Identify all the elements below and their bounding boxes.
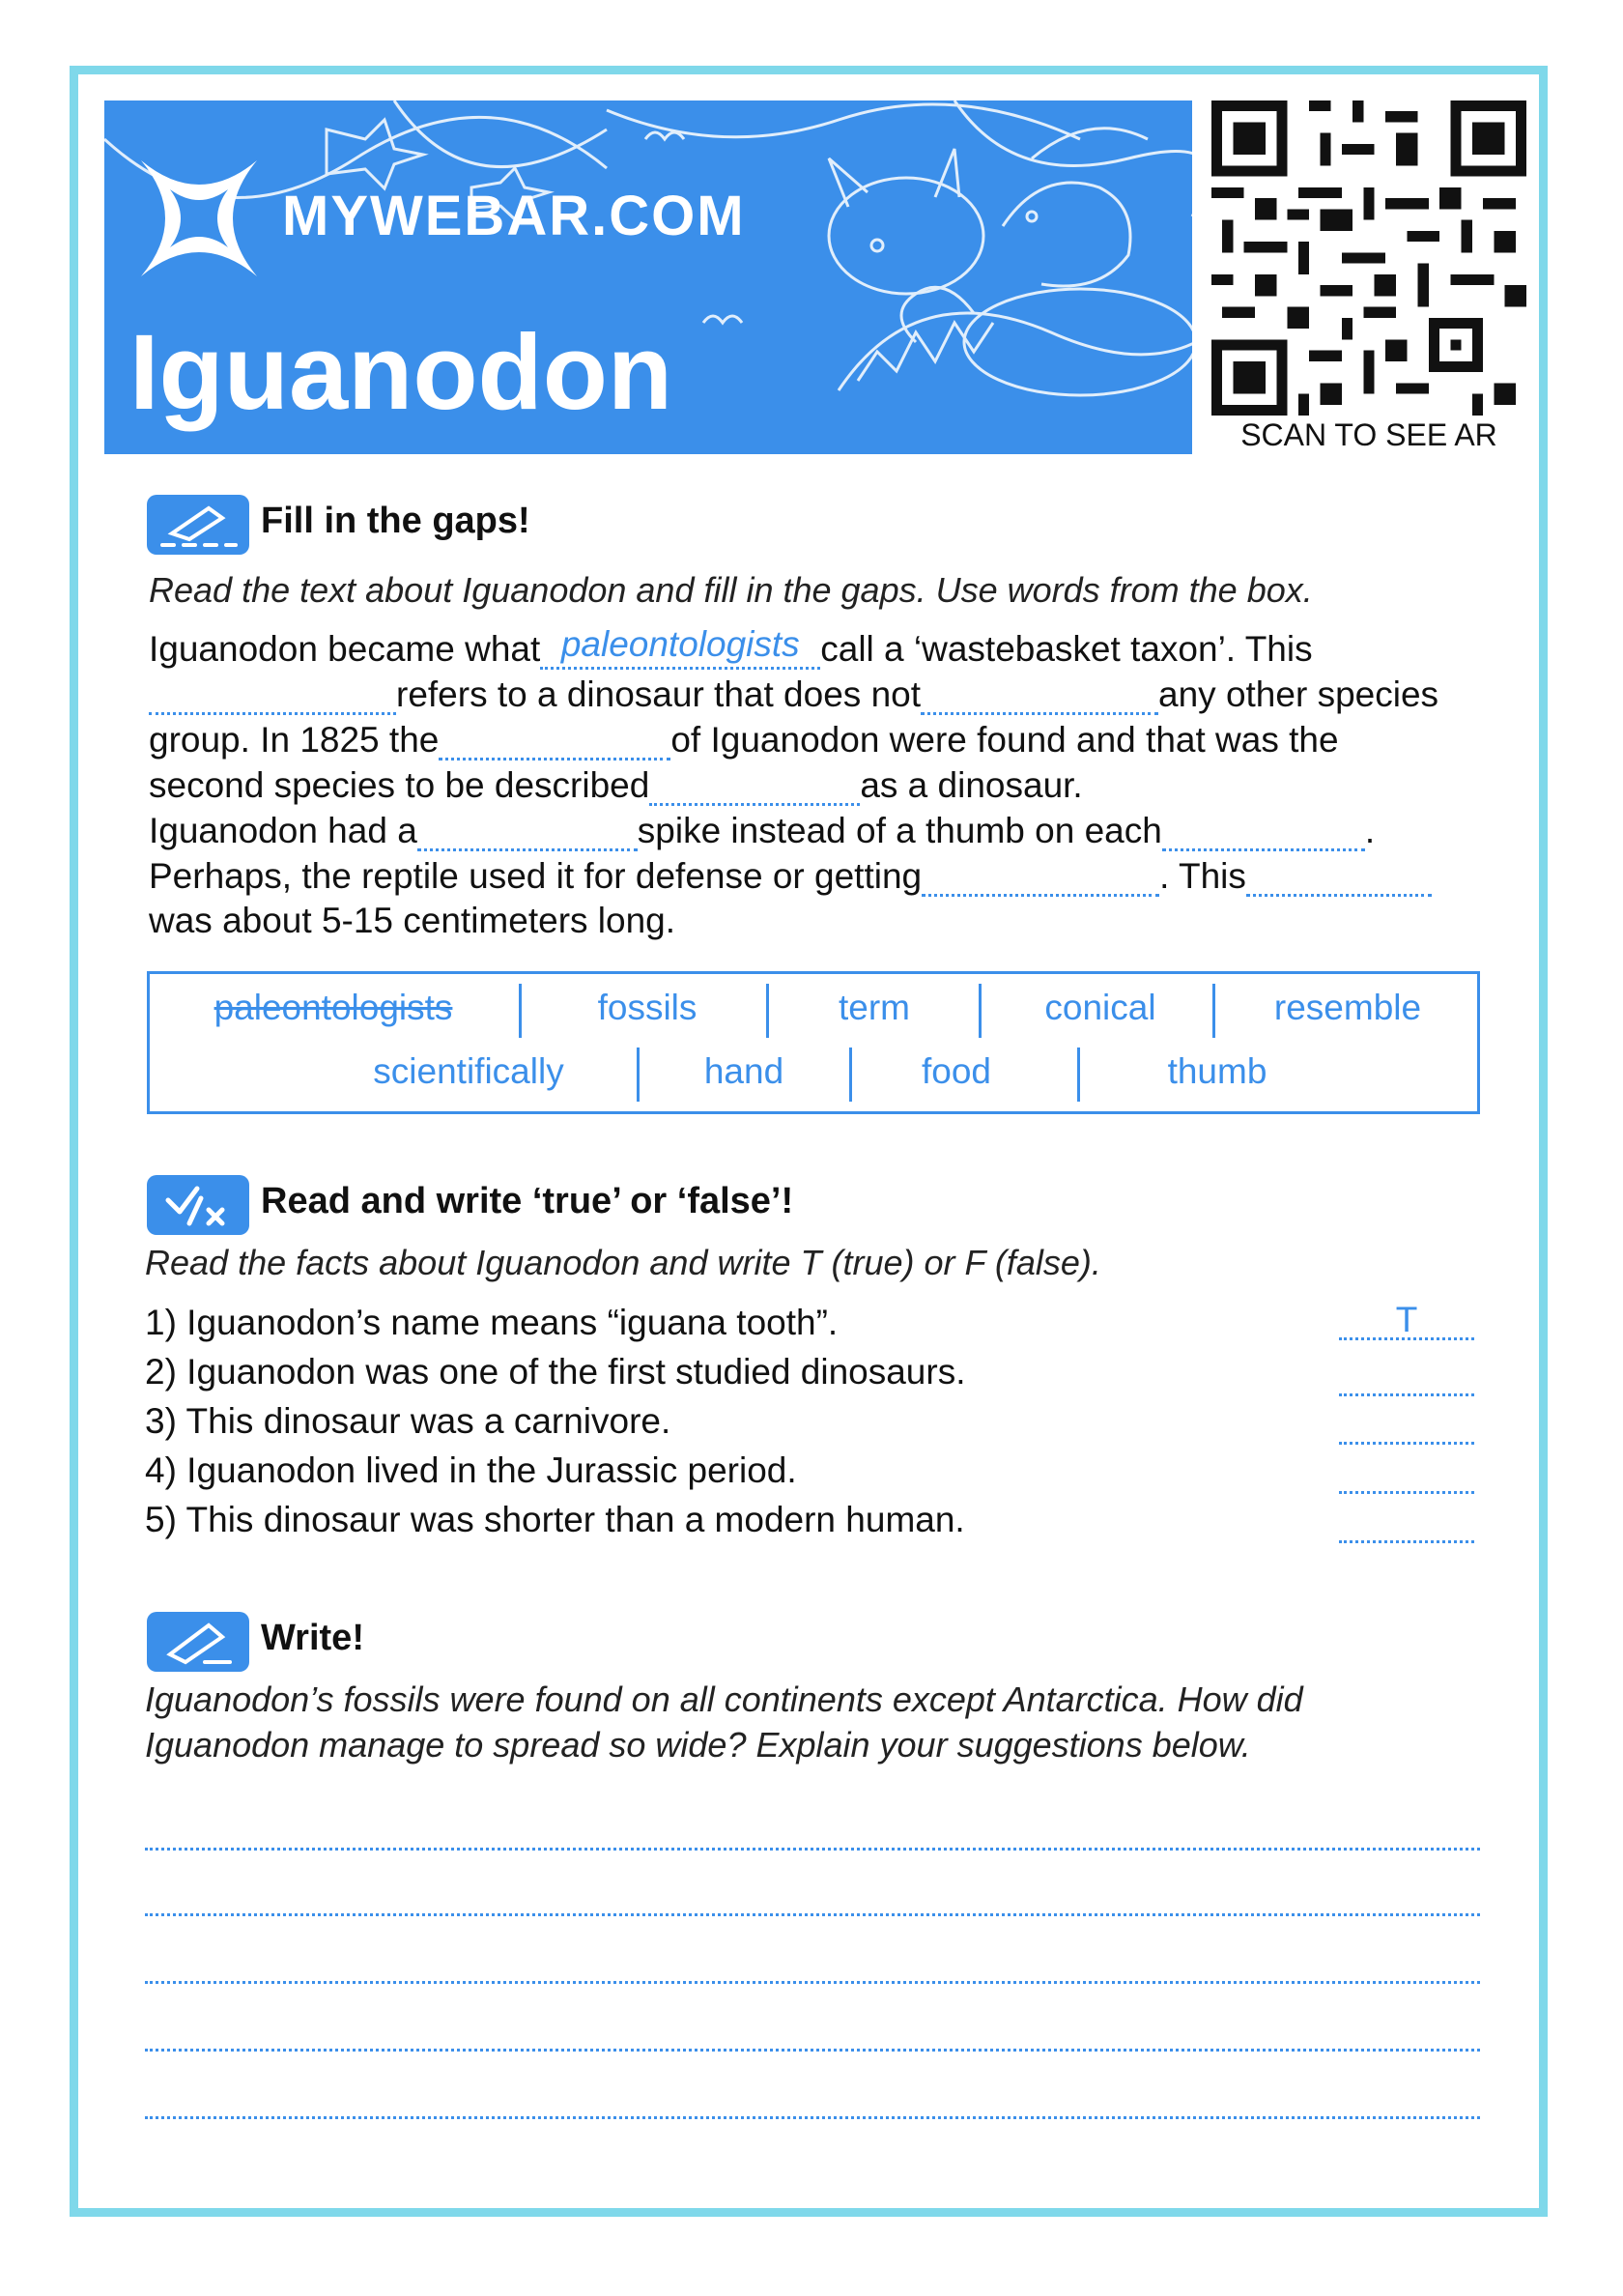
mywebar-logo-icon <box>131 151 267 286</box>
writing-line[interactable] <box>145 1913 1480 1916</box>
section2-title: Read and write ‘true’ or ‘false’! <box>261 1181 794 1221</box>
word-divider <box>766 984 769 1038</box>
pencil-gap-icon <box>147 495 249 555</box>
word-divider <box>1212 984 1215 1038</box>
gap-blank-1[interactable] <box>540 624 820 670</box>
word-option[interactable]: scientifically <box>373 1051 564 1091</box>
text-segment: refers to a dinosaur that does not <box>396 674 922 714</box>
statement-5: 5) This dinosaur was shorter than a modern human. <box>145 1500 965 1539</box>
text-segment: Perhaps, the reptile used it for defense or getting <box>149 856 923 896</box>
text-segment: spike instead of a thumb on each <box>637 811 1162 850</box>
text-segment: call a ‘wastebasket taxon’. This <box>820 629 1313 669</box>
writing-line[interactable] <box>145 2116 1480 2119</box>
writing-line[interactable] <box>145 2049 1480 2052</box>
word-divider <box>979 984 982 1038</box>
writing-line[interactable] <box>145 1848 1480 1851</box>
word-option[interactable]: hand <box>703 1051 784 1091</box>
text-segment: Iguanodon became what <box>149 629 541 669</box>
text-segment: as a dinosaur. <box>860 765 1083 805</box>
gap-blank-6[interactable] <box>417 810 638 851</box>
word-divider <box>1077 1048 1080 1102</box>
section1-instruction: Read the text about Iguanodon and fill in the gaps. Use words from the box. <box>149 570 1313 610</box>
text-segment: any other species <box>1158 674 1439 714</box>
page-title: Iguanodon <box>129 313 673 432</box>
section3-title: Write! <box>261 1618 364 1658</box>
answer-blank-4[interactable] <box>1339 1456 1474 1494</box>
answer-blank-1[interactable]: T <box>1339 1303 1474 1340</box>
text-segment: . <box>1364 811 1376 850</box>
word-option[interactable]: food <box>921 1051 991 1091</box>
qr-caption: SCAN TO SEE AR <box>1240 417 1497 452</box>
gap-answer: paleontologists <box>560 624 800 664</box>
brand-name: MYWEBAR.COM <box>282 185 746 247</box>
section2-instruction: Read the facts about Iguanodon and write T (true) or F (false). <box>145 1243 1101 1282</box>
section3-prompt-line-1: Iguanodon’s fossils were found on all continents except Antarctica. How did <box>145 1679 1303 1719</box>
text-segment: . This <box>1159 856 1246 896</box>
text-segment: was about 5-15 centimeters long. <box>149 901 676 940</box>
section1-title: Fill in the gaps! <box>261 501 530 541</box>
word-option[interactable]: paleontologists <box>214 988 453 1027</box>
gap-blank-9[interactable] <box>1246 855 1432 897</box>
answer-blank-3[interactable] <box>1339 1407 1474 1445</box>
text-segment: Iguanodon had a <box>149 811 417 850</box>
check-cross-icon <box>147 1175 249 1235</box>
gap-blank-2[interactable] <box>149 674 396 715</box>
pencil-write-icon <box>147 1612 249 1672</box>
section3-prompt-line-2: Iguanodon manage to spread so wide? Explain your suggestions below. <box>145 1725 1251 1765</box>
gap-blank-4[interactable] <box>439 719 670 761</box>
word-option[interactable]: fossils <box>597 988 698 1027</box>
statement-1: 1) Iguanodon’s name means “iguana tooth”. <box>145 1303 839 1342</box>
statement-3: 3) This dinosaur was a carnivore. <box>145 1401 671 1441</box>
word-option[interactable]: conical <box>1044 988 1156 1027</box>
word-option[interactable]: thumb <box>1167 1051 1267 1091</box>
answer-blank-2[interactable] <box>1339 1359 1474 1396</box>
answer-blank-5[interactable] <box>1339 1506 1474 1543</box>
statement-4: 4) Iguanodon lived in the Jurassic period. <box>145 1450 797 1490</box>
qr-code-icon[interactable] <box>1211 100 1526 416</box>
text-segment: second species to be described <box>149 765 650 805</box>
word-option[interactable]: term <box>839 988 910 1027</box>
text-segment: group. In 1825 the <box>149 720 440 760</box>
writing-line[interactable] <box>145 1981 1480 1984</box>
gap-blank-7[interactable] <box>1162 810 1365 851</box>
header-banner <box>104 100 1192 454</box>
gap-blank-3[interactable] <box>921 674 1158 715</box>
word-bank <box>147 971 1480 1114</box>
gap-blank-5[interactable] <box>649 764 860 806</box>
word-divider <box>519 984 522 1038</box>
word-divider <box>637 1048 640 1102</box>
word-option[interactable]: resemble <box>1273 988 1422 1027</box>
gap-blank-8[interactable] <box>922 855 1159 897</box>
word-divider <box>849 1048 852 1102</box>
statement-2: 2) Iguanodon was one of the first studied dinosaurs. <box>145 1352 966 1392</box>
text-segment: of Iguanodon were found and that was the <box>670 720 1339 760</box>
